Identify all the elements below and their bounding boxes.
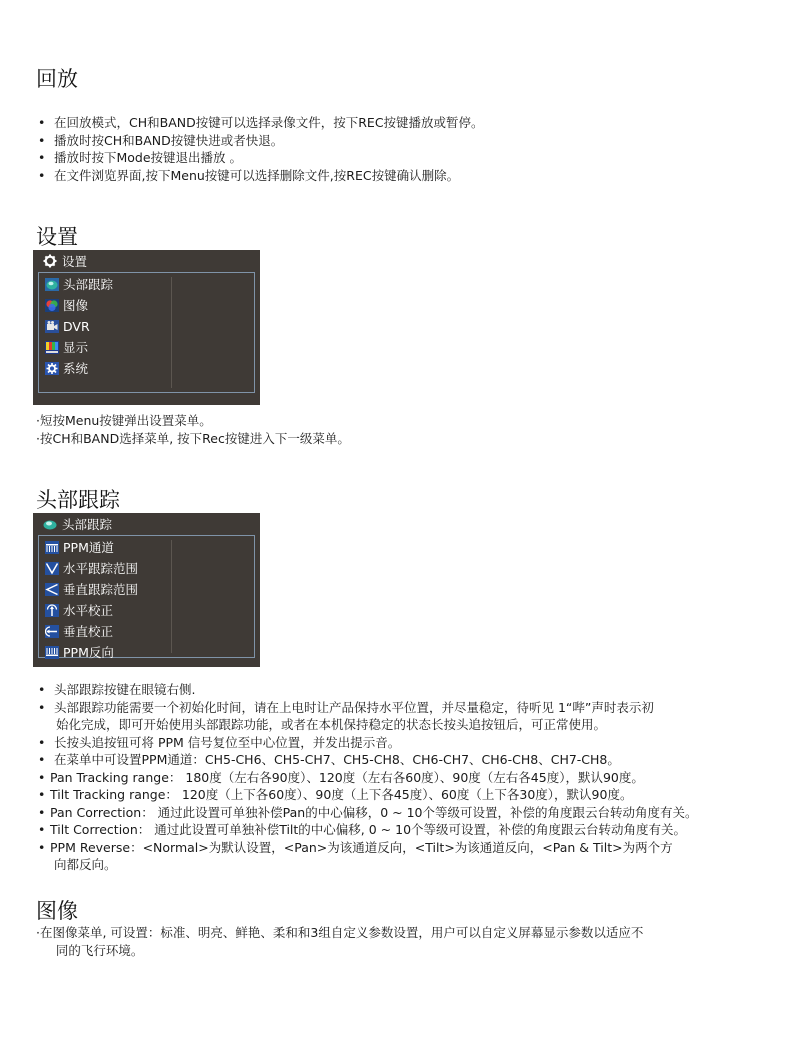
settings-menu-screenshot <box>33 250 260 405</box>
head-tracking-bullet-list <box>38 681 698 874</box>
menu-item-head-tracking[interactable]: 头部跟踪 <box>45 276 113 294</box>
menu-item-pan-range[interactable]: 水平跟踪范围 <box>45 560 138 578</box>
note-line: ·短按Menu按键弹出设置菜单。 <box>36 413 212 428</box>
list-item: • 在文件浏览界面,按下Menu按键可以选择删除文件,按REC按键确认删除。 <box>38 167 460 183</box>
ppm-channel-icon <box>45 541 59 554</box>
pan-correction-icon <box>45 604 59 617</box>
tilt-range-icon <box>45 583 59 596</box>
system-gear-icon <box>45 362 59 375</box>
menu-item-system[interactable]: 系统 <box>45 360 88 378</box>
playback-bullet-list <box>38 114 484 184</box>
dvr-camera-icon <box>45 320 59 333</box>
section-heading-head-tracking: 头部跟踪 <box>36 488 120 512</box>
list-item: • 播放时按CH和BAND按键快进或者快退。 <box>38 132 284 148</box>
settings-notes <box>36 412 350 447</box>
ppm-reverse-icon <box>45 646 59 659</box>
head-tracking-menu-panel <box>38 535 255 658</box>
menu-divider <box>171 277 172 388</box>
menu-item-display[interactable]: 显示 <box>45 339 88 357</box>
list-item: • 头部跟踪功能需要一个初始化时间，请在上电时让产品保持水平位置，并尽量稳定，待听见 1“哔”声时表示初 始化完成，即可开始使用头部跟踪功能，或者在本机保持稳定的状态长按头追按钮后，可正常使用。 <box>38 699 654 732</box>
head-tracking-icon <box>43 517 57 531</box>
tilt-correction-icon <box>45 625 59 638</box>
menu-item-dvr[interactable]: DVR <box>45 318 90 336</box>
section-heading-settings: 设置 <box>36 225 78 249</box>
settings-menu-panel <box>38 272 255 393</box>
list-item: • Tilt Correction： 通过此设置可单独补偿Tilt的中心偏移, 0 ~ 10个等级可设置，补偿的角度跟云台转动角度有关。 <box>38 822 687 837</box>
menu-item-tilt-correction[interactable]: 垂直校正 <box>45 623 113 641</box>
image-description: ·在图像菜单, 可设置：标准、明亮、鲜艳、柔和和3组自定义参数设置，用户可以自定义屏幕显示参数以适应不 同的飞行环境。 <box>36 925 644 958</box>
gear-icon <box>43 254 57 268</box>
menu-item-image[interactable]: 图像 <box>45 297 88 315</box>
list-item: • 在菜单中可设置PPM通道：CH5-CH6、CH5-CH7、CH5-CH8、CH6-CH7、CH6-CH8、CH7-CH8。 <box>38 752 620 767</box>
list-item: • 播放时按下Mode按键退出播放 。 <box>38 150 243 165</box>
list-item: • Pan Tracking range： 180度（左右各90度）、120度（左右各60度）、90度（左右各45度），默认90度。 <box>38 769 644 785</box>
menu-item-ppm-channel[interactable]: PPM通道 <box>45 539 114 557</box>
pan-range-icon <box>45 562 59 575</box>
section-heading-image: 图像 <box>36 899 78 923</box>
display-bars-icon <box>45 341 59 354</box>
settings-menu-title: 设置 <box>43 253 87 271</box>
menu-item-tilt-range[interactable]: 垂直跟踪范围 <box>45 581 138 599</box>
menu-divider <box>171 540 172 653</box>
list-item: • PPM Reverse：<Normal>为默认设置，<Pan>为该通道反向，<Tilt>为该通道反向，<Pan & Tilt>为两个方 向都反向。 <box>38 839 673 872</box>
head-tracking-menu-title: 头部跟踪 <box>43 516 112 534</box>
head-tracking-icon <box>45 278 59 291</box>
list-item: • 头部跟踪按键在眼镜右侧. <box>38 682 196 697</box>
menu-item-pan-correction[interactable]: 水平校正 <box>45 602 113 620</box>
list-item: • 长按头追按钮可将 PPM 信号复位至中心位置，并发出提示音。 <box>38 734 401 750</box>
head-tracking-menu-screenshot <box>33 513 260 667</box>
list-item: • Pan Correction： 通过此设置可单独补偿Pan的中心偏移，0 ~ 10个等级可设置，补偿的角度跟云台转动角度有关。 <box>38 804 698 820</box>
color-wheel-icon <box>45 299 59 312</box>
list-item: • Tilt Tracking range： 120度（上下各60度）、90度（上下各45度）、60度（上下各30度），默认90度。 <box>38 787 633 802</box>
section-heading-playback: 回放 <box>36 67 78 91</box>
note-line: ·按CH和BAND选择菜单, 按下Rec按键进入下一级菜单。 <box>36 430 350 446</box>
menu-item-ppm-reverse[interactable]: PPM反向 <box>45 644 114 662</box>
list-item: • 在回放模式，CH和BAND按键可以选择录像文件，按下REC按键播放或暂停。 <box>38 115 484 130</box>
